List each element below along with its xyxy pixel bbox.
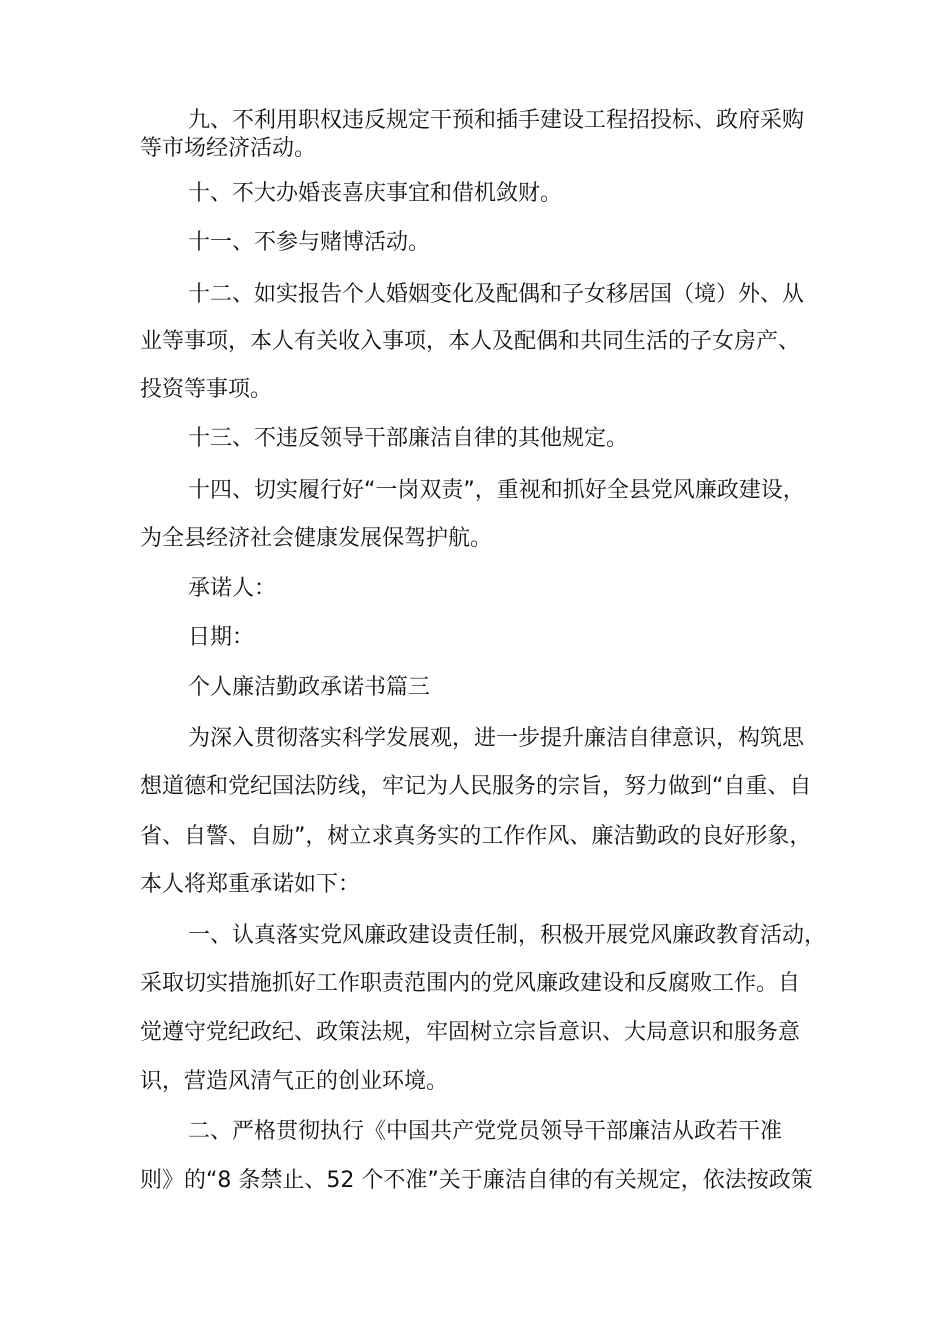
doc-line-14: 为深入贯彻落实科学发展观，进一步提升廉洁自律意识，构筑思 xyxy=(188,726,805,751)
doc-line-19: 采取切实措施抓好工作职责范围内的党风廉政建设和反腐败工作。自 xyxy=(140,971,801,996)
doc-line-23: 则》的“8 条禁止、52 个不准”关于廉洁自律的有关规定，依法按政策 xyxy=(140,1168,813,1193)
doc-line-5: 十二、如实报告个人婚姻变化及配偶和子女移居国（境）外、从 xyxy=(188,282,805,307)
doc-line-6: 业等事项，本人有关收入事项，本人及配偶和共同生活的子女房产、 xyxy=(140,329,801,354)
doc-line-2: 等市场经济活动。 xyxy=(140,136,317,161)
doc-line-8: 十三、不违反领导干部廉洁自律的其他规定。 xyxy=(188,426,629,451)
doc-line-11: 承诺人： xyxy=(188,576,277,601)
section-heading: 个人廉洁勤政承诺书篇三 xyxy=(188,675,431,700)
doc-line-17: 本人将郑重承诺如下： xyxy=(140,872,361,897)
doc-line-1: 九、不利用职权违反规定干预和插手建设工程招投标、政府采购 xyxy=(188,108,805,133)
doc-line-22: 二、严格贯彻执行《中国共产党党员领导干部廉洁从政若干准 xyxy=(188,1119,783,1144)
doc-line-9: 十四、切实履行好“一岗双责”，重视和抓好全县党风廉政建设， xyxy=(188,478,805,503)
doc-line-7: 投资等事项。 xyxy=(140,377,273,402)
doc-line-16: 省、自警、自励”，树立求真务实的工作作风、廉洁勤政的良好形象， xyxy=(140,824,812,849)
doc-line-20: 觉遵守党纪政纪、政策法规，牢固树立宗旨意识、大局意识和服务意 xyxy=(140,1020,801,1045)
doc-line-21: 识，营造风清气正的创业环境。 xyxy=(140,1069,449,1094)
doc-line-4: 十一、不参与赌博活动。 xyxy=(188,230,431,255)
doc-line-18: 一、认真落实党风廉政建设责任制，积极开展党风廉政教育活动， xyxy=(188,923,827,948)
doc-line-15: 想道德和党纪国法防线，牢记为人民服务的宗旨，努力做到“自重、自 xyxy=(140,774,812,799)
doc-line-10: 为全县经济社会健康发展保驾护航。 xyxy=(140,526,493,551)
doc-line-12: 日期： xyxy=(188,625,255,650)
doc-line-3: 十、不大办婚丧喜庆事宜和借机敛财。 xyxy=(188,181,563,206)
